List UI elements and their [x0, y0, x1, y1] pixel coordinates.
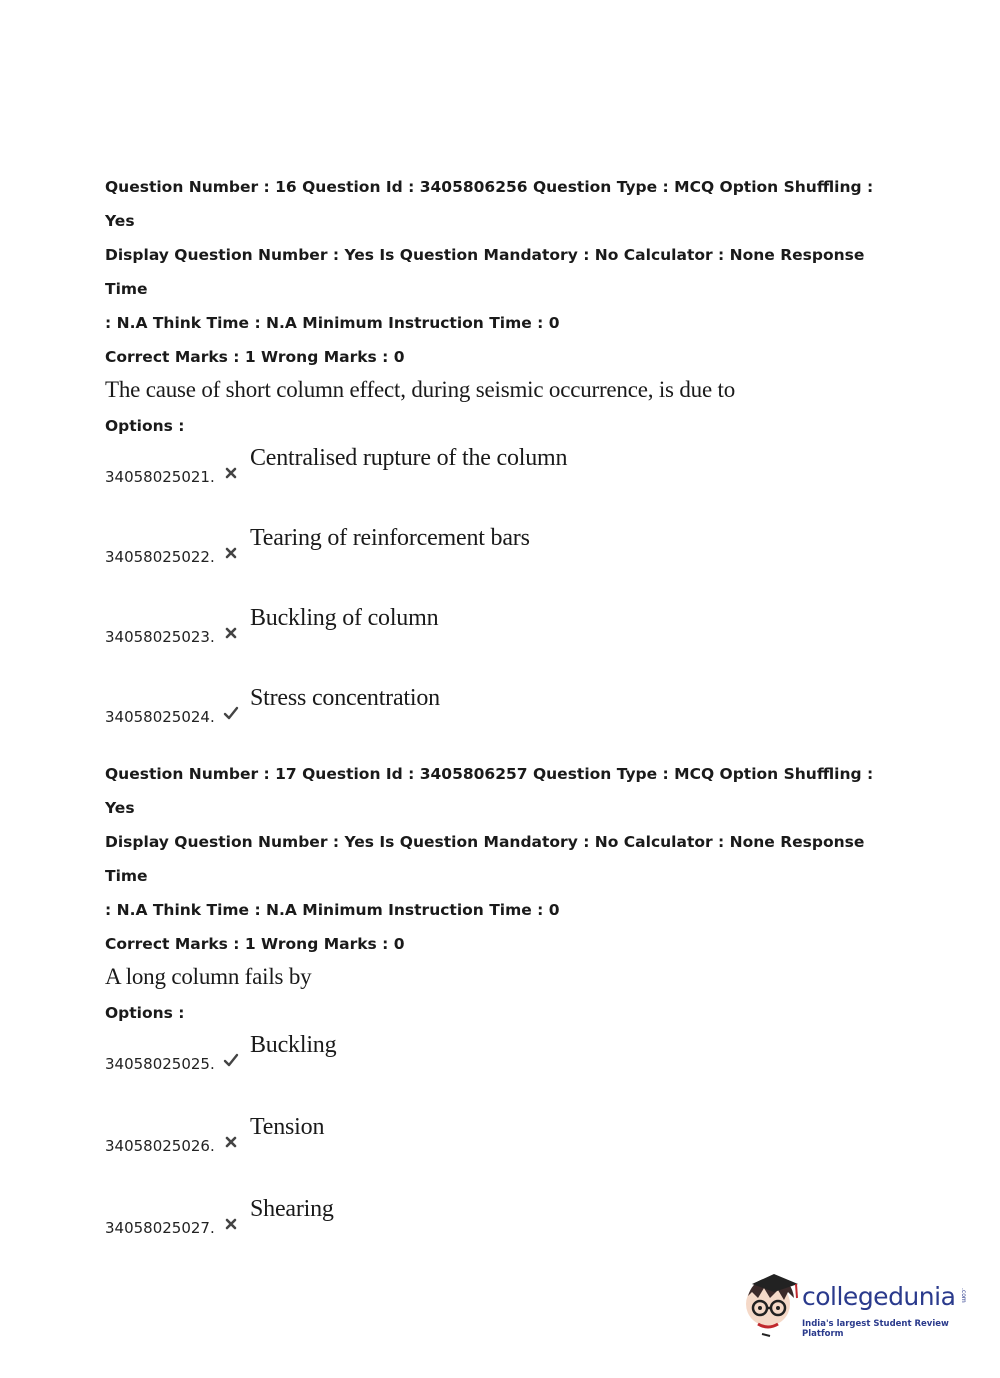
question-meta-line: Question Number : 17 Question Id : 3405806257 Question Type : MCQ Option Shuffling : Yes — [105, 765, 874, 817]
question-meta-line: : N.A Think Time : N.A Minimum Instruction Time : 0 — [105, 901, 560, 919]
check-icon — [223, 705, 239, 721]
question-meta-line: Question Number : 16 Question Id : 3405806256 Question Type : MCQ Option Shuffling : Yes — [105, 178, 874, 230]
question-marks: Correct Marks : 1 Wrong Marks : 0 — [105, 935, 405, 953]
option-id: 34058025023. — [105, 628, 215, 646]
option-id: 34058025022. — [105, 548, 215, 566]
question-text: The cause of short column effect, during seismic occurrence, is due to — [105, 377, 735, 402]
question-block-17 — [105, 757, 905, 1268]
cross-icon — [223, 625, 239, 641]
question-meta-line: Display Question Number : Yes Is Question Mandatory : No Calculator : None Response Time — [105, 246, 865, 298]
logo-tagline: India's largest Student Review Platform — [802, 1319, 949, 1339]
collegedunia-logo — [740, 1272, 970, 1342]
options-label: Options : — [105, 1004, 185, 1022]
option-item — [105, 1104, 905, 1186]
option-text: Centralised rupture of the column — [250, 445, 568, 471]
option-item — [105, 595, 905, 675]
question-meta-line: Display Question Number : Yes Is Question Mandatory : No Calculator : None Response Time — [105, 833, 865, 885]
option-id: 34058025027. — [105, 1219, 215, 1237]
question-meta-line: : N.A Think Time : N.A Minimum Instruction Time : 0 — [105, 314, 560, 332]
options-label: Options : — [105, 417, 185, 435]
option-text: Buckling — [250, 1032, 337, 1058]
question-block-16 — [105, 170, 905, 755]
option-id: 34058025026. — [105, 1137, 215, 1155]
logo-domain-suffix: .com — [960, 1288, 967, 1303]
option-text: Shearing — [250, 1196, 334, 1222]
option-id: 34058025021. — [105, 468, 215, 486]
option-text: Buckling of column — [250, 605, 439, 631]
question-marks: Correct Marks : 1 Wrong Marks : 0 — [105, 348, 405, 366]
cross-icon — [223, 545, 239, 561]
option-item — [105, 1022, 905, 1104]
option-item — [105, 435, 905, 515]
option-text: Tearing of reinforcement bars — [250, 525, 530, 551]
logo-wordmark: collegedunia — [802, 1282, 956, 1311]
cross-icon — [223, 1134, 239, 1150]
mascot-icon — [740, 1272, 800, 1338]
cross-icon — [223, 465, 239, 481]
check-icon — [223, 1052, 239, 1068]
option-text: Tension — [250, 1114, 325, 1140]
option-id: 34058025025. — [105, 1055, 215, 1073]
option-id: 34058025024. — [105, 708, 215, 726]
option-item — [105, 515, 905, 595]
option-item — [105, 675, 905, 755]
question-text: A long column fails by — [105, 964, 312, 989]
cross-icon — [223, 1216, 239, 1232]
option-text: Stress concentration — [250, 685, 440, 711]
option-item — [105, 1186, 905, 1268]
